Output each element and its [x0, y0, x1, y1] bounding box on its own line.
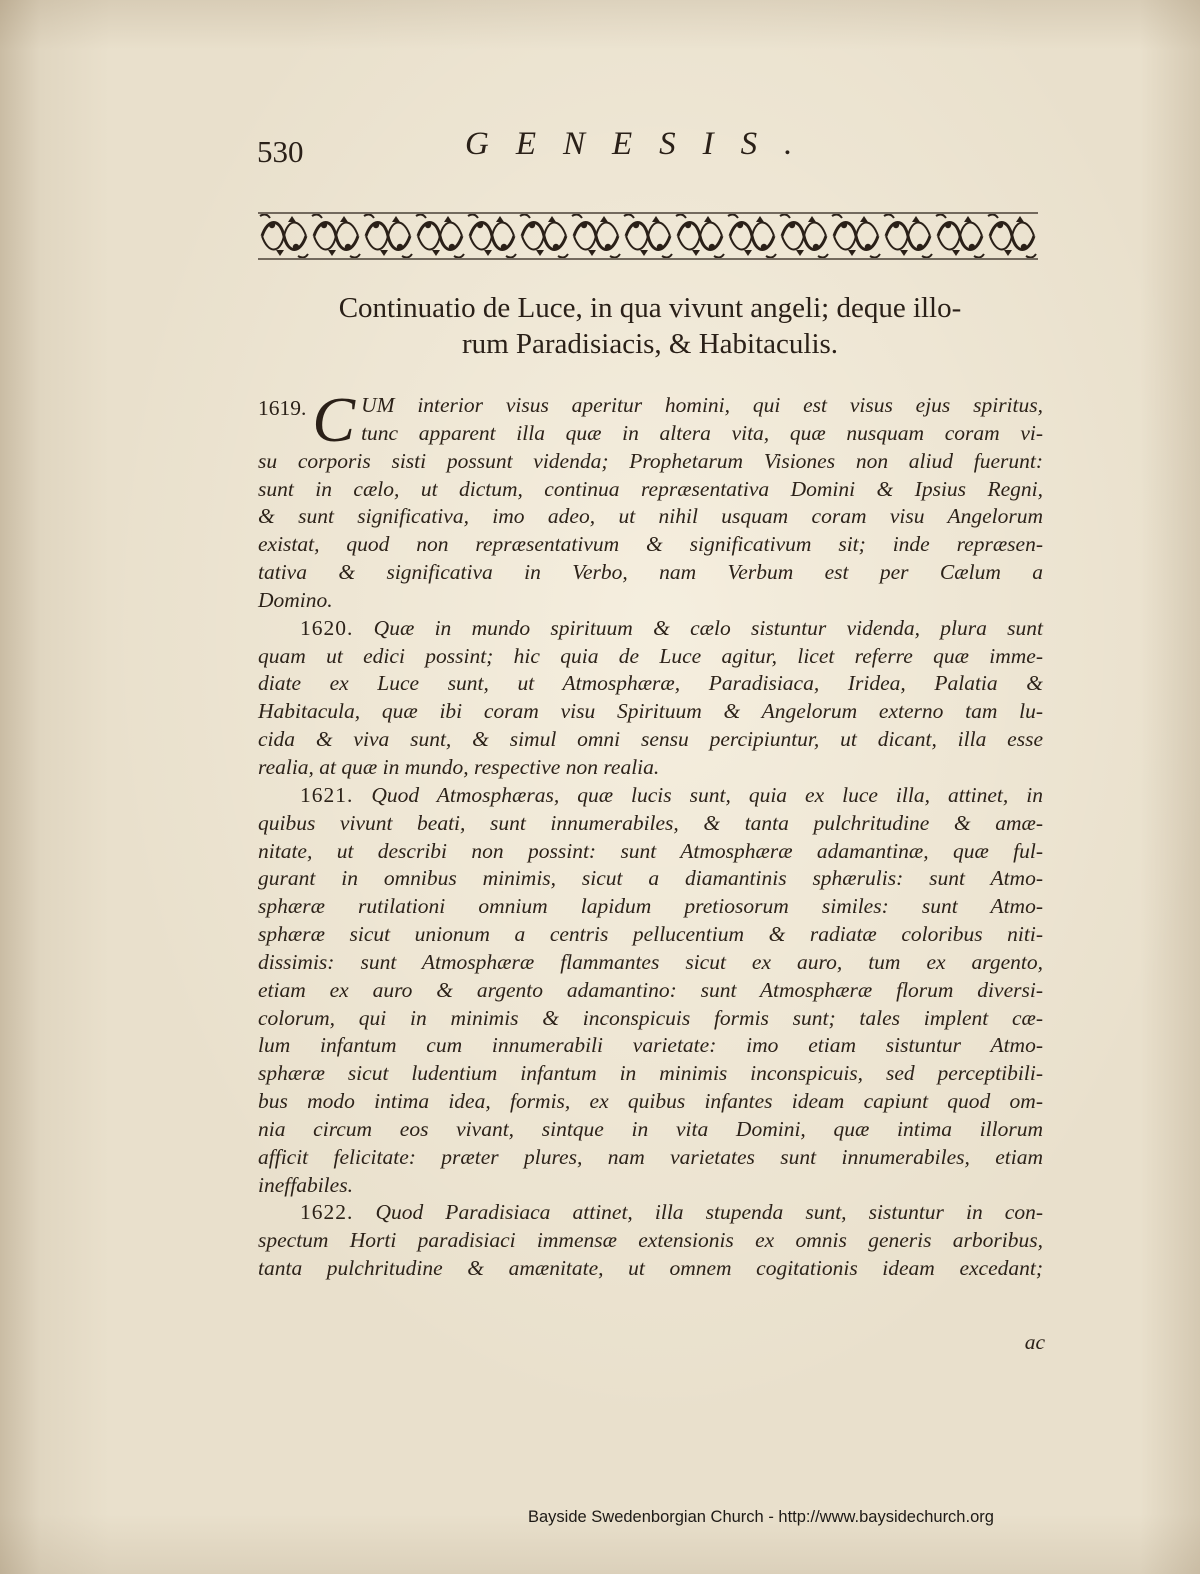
text-line: nia circum eos vivant, sintque in vita Domini, quæ intima illorum [258, 1116, 1043, 1141]
text-line: sphæræ sicut unionum a centris pellucentium & radiatæ coloribus niti- [258, 922, 1043, 947]
text-line-content: Quæ in mundo spirituum & cælo sistuntur videnda, plura sunt [373, 615, 1044, 640]
page-number: 530 [257, 134, 304, 169]
footer-credit: Bayside Swedenborgian Church - http://www.baysidechurch.org [528, 1508, 994, 1526]
text-line: tativa & significativa in Verbo, nam Verbum est per Cælum a [258, 560, 1043, 585]
paragraph-number: 1619. [258, 396, 307, 420]
text-line: existat, quod non repræsentativum & significativum sit; inde repræsen- [258, 532, 1043, 557]
text-line: spectum Horti paradisiaci immensæ extensionis ex omnis generis arboribus, [258, 1228, 1043, 1253]
text-line: bus modo intima idea, formis, ex quibus infantes ideam capiunt quod om- [258, 1089, 1043, 1114]
text-line: etiam ex auro & argento adamantino: sunt Atmosphæræ florum diversi- [258, 977, 1043, 1002]
body-text [258, 384, 1044, 1283]
paragraph-number: 1621. [300, 782, 354, 807]
text-line: tunc apparent illa quæ in altera vita, quæ nusquam coram vi- [361, 420, 1043, 445]
text-line: colorum, qui in minimis & inconspicuis formis sunt; tales implent cæ- [258, 1005, 1043, 1030]
text-line: afficit felicitate: præter plures, nam varietates sunt innumerabiles, etiam [258, 1144, 1043, 1169]
text-line [258, 782, 1043, 810]
paragraph-1621 [258, 782, 1043, 1200]
text-line: gurant in omnibus minimis, sicut a diamantinis sphærulis: sunt Atmo- [258, 866, 1043, 891]
text-line: quibus vivunt beati, sunt innumerabiles, & tanta pulchritudine & amæ- [258, 810, 1043, 835]
text-line: su corporis sisti possunt videnda; Prophetarum Visiones non aliud fuerunt: [258, 448, 1043, 473]
text-line: Domino. [258, 587, 333, 612]
text-line [258, 1199, 1043, 1227]
text-line: & sunt significativa, imo adeo, ut nihil usquam coram visu Angelorum [258, 504, 1043, 529]
paragraph-1622 [258, 1199, 1043, 1283]
text-line: cida & viva sunt, & simul omni sensu percipiuntur, ut dicant, illa esse [258, 727, 1043, 752]
text-line-content: Quod Atmosphæras, quæ lucis sunt, quia ex luce illa, attinet, in [371, 782, 1044, 807]
chapter-heading-line-1: Continuatio de Luce, in qua vivunt angeli; deque illo- [338, 292, 962, 324]
text-line: ineffabiles. [258, 1172, 353, 1197]
text-line: nitate, ut describi non possint: sunt Atmosphæræ adamantinæ, quæ ful- [258, 838, 1043, 863]
text-line: sphæræ rutilationi omnium lapidum pretiosorum similes: sunt Atmo- [258, 894, 1043, 919]
text-line: UM interior visus aperitur homini, qui est visus ejus spiritus, [361, 393, 1043, 417]
text-line: dissimis: sunt Atmosphæræ flammantes sicut ex auro, tum ex argento, [258, 949, 1043, 974]
chapter-heading [255, 290, 1045, 362]
running-head [255, 122, 1045, 182]
text-line: quam ut edici possint; hic quia de Luce agitur, licet referre quæ imme- [258, 643, 1043, 668]
text-line: diate ex Luce sunt, ut Atmosphæræ, Paradisiaca, Iridea, Palatia & [258, 671, 1043, 696]
text-line: Habitacula, quæ ibi coram visu Spirituum & Angelorum externo tam lu- [258, 699, 1043, 724]
decorative-headpiece [258, 210, 1038, 262]
paragraph-number: 1622. [300, 1200, 354, 1225]
paragraph-1620 [258, 615, 1043, 782]
text-line: tanta pulchritudine & amænitate, ut omnem cogitationis ideam excedant; [258, 1256, 1043, 1281]
text-line: sphæræ sicut ludentium infantum in minimis inconspicuis, sed perceptibili- [258, 1061, 1043, 1086]
text-line: realia, at quæ in mundo, respective non realia. [258, 754, 660, 779]
text-line [258, 615, 1043, 643]
text-line: sunt in cælo, ut dictum, continua repræsentativa Domini & Ipsius Regni, [258, 476, 1043, 501]
text-line-content: Quod Paradisiaca attinet, illa stupenda sunt, sistuntur in con- [375, 1200, 1043, 1225]
running-title: GENESIS. [465, 126, 820, 162]
paragraph-number: 1620. [300, 615, 354, 640]
paragraph-opening [258, 384, 1043, 455]
catchword: ac [1024, 1330, 1045, 1354]
chapter-heading-line-2: rum Paradisiacis, & Habitaculis. [461, 328, 839, 360]
drop-cap-initial: C [312, 384, 356, 455]
text-line: lum infantum cum innumerabili varietate: imo etiam sistuntur Atmo- [258, 1033, 1043, 1058]
paragraph-1619 [258, 384, 1043, 615]
